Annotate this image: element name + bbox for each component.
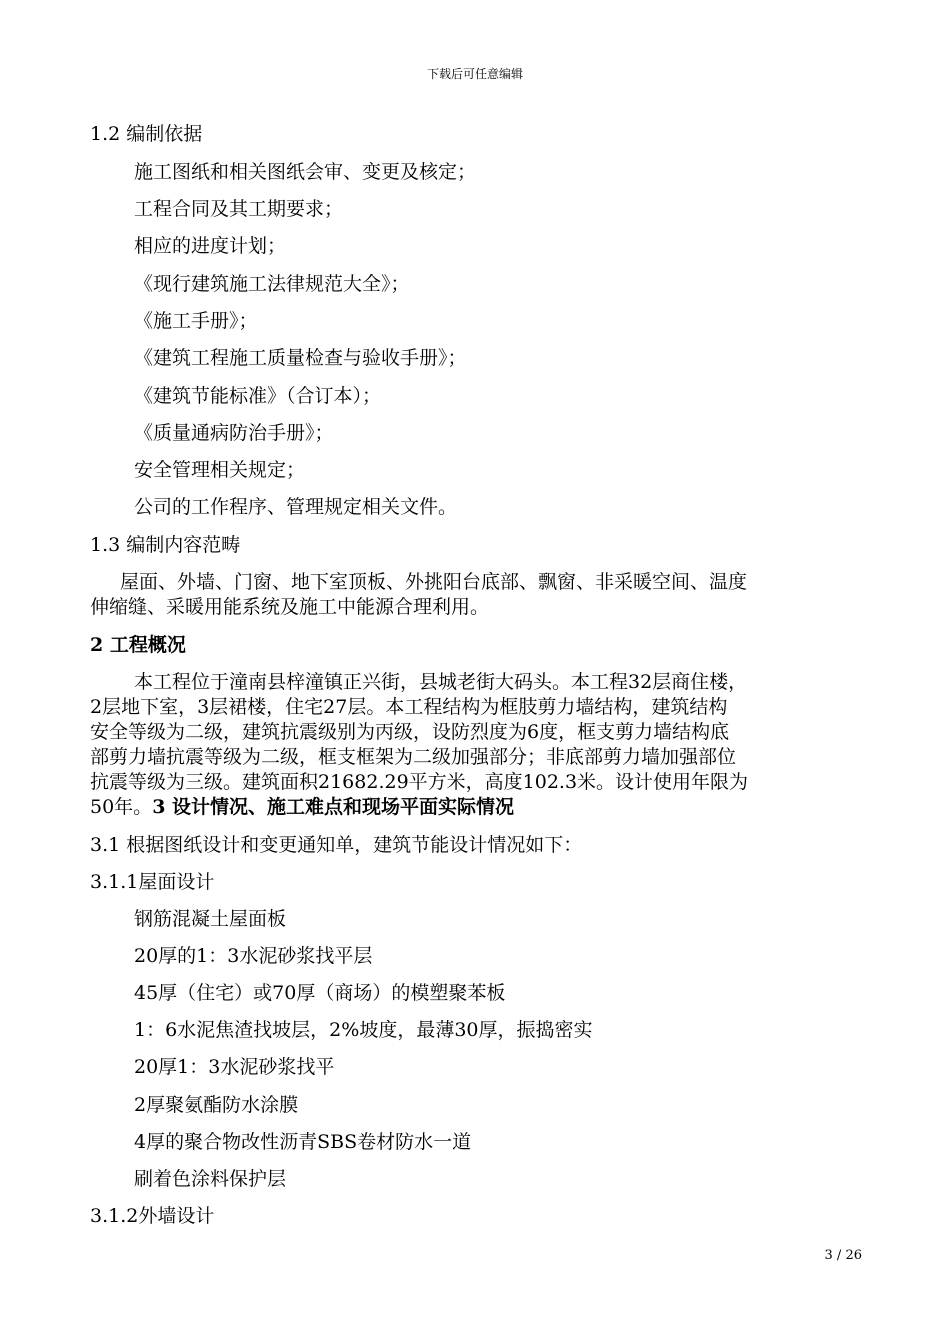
subsection-heading-3-1-2: 3.1.2外墙设计 xyxy=(90,1205,215,1227)
paragraph-line: 本工程位于潼南县梓潼镇正兴街，县城老街大码头。本工程32层商住楼， xyxy=(134,671,748,693)
list-item: 公司的工作程序、管理规定相关文件。 xyxy=(134,496,458,518)
section-heading-3: 3 设计情况、施工难点和现场平面实际情况 xyxy=(152,796,515,818)
section-heading-3-1: 3.1 根据图纸设计和变更通知单，建筑节能设计情况如下： xyxy=(90,834,583,856)
list-item: 施工图纸和相关图纸会审、变更及核定； xyxy=(134,161,477,183)
list-item: 《质量通病防治手册》； xyxy=(134,422,334,444)
paragraph-line: 2层地下室，3层裙楼，住宅27层。本工程结构为框肢剪力墙结构，建筑结构 xyxy=(90,696,728,718)
list-item: 《施工手册》； xyxy=(134,310,258,332)
paragraph-line: 安全等级为二级，建筑抗震级别为丙级，设防烈度为6度，框支剪力墙结构底 xyxy=(90,721,730,743)
page-header: 下载后可任意编辑 xyxy=(426,67,523,81)
list-item: 20厚1：3水泥砂浆找平 xyxy=(134,1056,335,1078)
list-item: 《建筑工程施工质量检查与验收手册》； xyxy=(134,347,467,369)
paragraph-line: 屋面、外墙、门窗、地下室顶板、外挑阳台底部、飘窗、非采暖空间、温度 xyxy=(120,571,748,593)
list-item: 钢筋混凝土屋面板 xyxy=(134,908,287,930)
list-item: 《现行建筑施工法律规范大全》； xyxy=(134,273,410,295)
section-heading-1-3: 1.3 编制内容范畴 xyxy=(90,534,241,556)
list-item: 工程合同及其工期要求； xyxy=(134,198,344,220)
list-item: 20厚的1：3水泥砂浆找平层 xyxy=(134,945,373,967)
list-item: 2厚聚氨酯防水涂膜 xyxy=(134,1094,299,1116)
section-heading-1-2: 1.2 编制依据 xyxy=(90,123,203,145)
paragraph-line xyxy=(90,795,514,819)
paragraph-line: 抗震等级为三级。建筑面积21682.29平方米，高度102.3米。设计使用年限为 xyxy=(90,771,749,793)
subsection-heading-3-1-1: 3.1.1屋面设计 xyxy=(90,871,215,893)
paragraph-end: 50年。 xyxy=(90,796,153,818)
list-item: 4厚的聚合物改性沥青SBS卷材防水一道 xyxy=(134,1131,472,1153)
paragraph-line: 伸缩缝、采暖用能系统及施工中能源合理利用。 xyxy=(90,596,490,618)
list-item: 45厚（住宅）或70厚（商场）的模塑聚苯板 xyxy=(134,982,506,1004)
list-item: 《建筑节能标准》（合订本）； xyxy=(134,385,382,407)
list-item: 1：6水泥焦渣找坡层，2%坡度，最薄30厚，振捣密实 xyxy=(134,1019,593,1041)
page-number: 3 / 26 xyxy=(824,1248,862,1263)
list-item: 刷着色涂料保护层 xyxy=(134,1168,287,1190)
list-item: 相应的进度计划； xyxy=(134,235,287,257)
list-item: 安全管理相关规定； xyxy=(134,459,306,481)
paragraph-line: 部剪力墙抗震等级为二级，框支框架为二级加强部分；非底部剪力墙加强部位 xyxy=(90,746,737,768)
section-heading-2: 2 工程概况 xyxy=(90,634,186,656)
